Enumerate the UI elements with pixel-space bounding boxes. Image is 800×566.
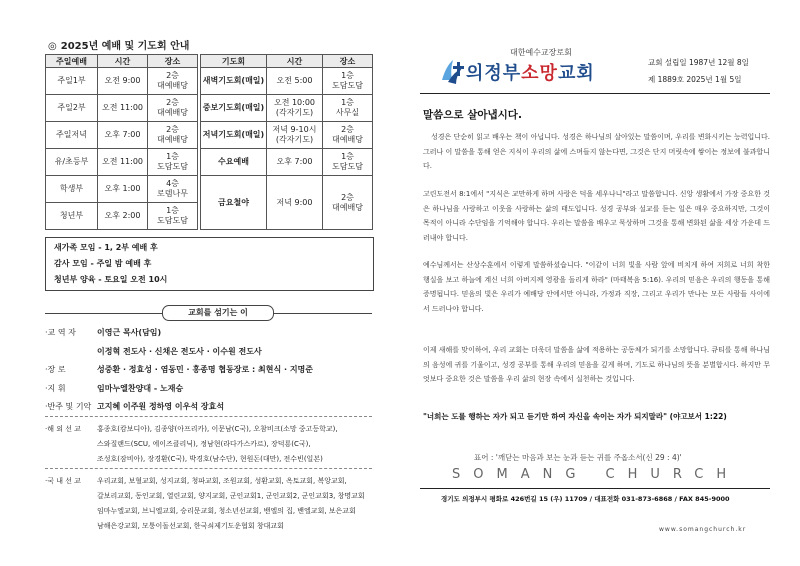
domestic-mission-line: 임마누엘교회, 브니엘교회, 승리문교회, 청소년선교회, 밴엘의 집, 밴엘교회, 보은교회 — [97, 507, 356, 515]
footer-divider — [420, 488, 770, 489]
church-name: 의정부소망교회 — [466, 63, 595, 84]
prayer-time: 오전 5:00 — [267, 68, 323, 95]
church-english-name: SOMANG CHURCH — [452, 467, 740, 482]
prayer-time: 오전 10:00 (각자기도) — [267, 95, 323, 122]
worship-title-text: 2025년 예배 및 기도회 안내 — [60, 41, 190, 52]
notice-thanks: 감사 모임 - 주일 밤 예배 후 — [54, 259, 152, 268]
service-time: 오후 1:00 — [98, 176, 148, 203]
prayer-name: 수요예배 — [201, 149, 267, 176]
service-time: 오전 9:00 — [98, 68, 148, 95]
scripture-quote: "너희는 도를 행하는 자가 되고 듣기만 하여 자신을 속이는 자가 되지말라" (야고보서 1:22) — [423, 412, 727, 421]
staff-title: 교회를 섬기는 이 — [162, 305, 274, 321]
divider — [45, 468, 372, 469]
church-website: www.somangchurch.kr — [659, 526, 747, 533]
church-address: 경기도 의정부시 평화로 426번길 15 (우) 11709 / 대표전화 031-873-6868 / FAX 845-9000 — [441, 495, 730, 503]
service-name: 주일저녁 — [46, 122, 98, 149]
staff-row-pastor: ·교 역 자 이영근 목사(담임) — [45, 328, 162, 337]
service-name: 유/초등부 — [46, 149, 98, 176]
domestic-mission-line: ·국 내 선 교 우리교회, 보혈교회, 성지교회, 청파교회, 조원교회, 성환교회, 옥토교회, 복앙교회, — [45, 477, 347, 485]
service-name: 학생부 — [46, 176, 98, 203]
domestic-mission-line: 갈보리교회, 동인교회, 열린교회, 양지교회, 군인교회1, 군인교회2, 군인교회3, 창명교회 — [97, 492, 365, 500]
service-name: 청년부 — [46, 203, 98, 230]
worship-schedule-table — [45, 54, 373, 230]
church-motto: 표어 : '깨닫는 마음과 보는 눈과 듣는 귀를 주옵소서(신 29 : 4)' — [474, 453, 682, 462]
denomination-name: 대한예수교장로회 — [510, 48, 572, 57]
header-cell: 장소 — [323, 55, 373, 68]
service-time: 오후 7:00 — [98, 122, 148, 149]
prayer-name: 금요철야 — [201, 176, 267, 230]
sermon-paragraph: 고린도전서 8:1에서 "지식은 교만하게 하며 사랑은 덕을 세우나니"라고 말씀합니다. 신앙 생활에서 가장 중요한 것은 하나님을 사랑하고 이웃을 사랑하는 삶의 태도입니다. 성경 공부와 설교를 듣는 일은 매우 중요하지만, 그것이 목적이 아니라 수단임을 기억해야 합니다. 우리는 말씀을 배우고 묵상하며 그것을 통해 변화된 삶을 세상 가운데 드러내야 합니다. — [423, 190, 770, 242]
bullseye-icon: ◎ — [48, 41, 57, 52]
overseas-mission-line: ·해 외 선 교 홍종호(캄보디아), 김종양(아프리카), 이문남(C국), 오참비크(소망 중고등학교), — [45, 425, 338, 433]
table-row — [46, 149, 373, 176]
overseas-mission-line: 스와질랜드(SCU, 에이즈클리닉), 정남현(라다가스카르), 장덕룡(C국), — [97, 440, 311, 448]
header-cell: 시간 — [267, 55, 323, 68]
issue-info: 제 1889호 2025년 1월 5일 — [648, 75, 742, 84]
staff-row-conductor: ·지 휘 임마누엘찬양대 - 노재승 — [45, 384, 184, 393]
sermon-paragraph: 이제 새해를 맞이하여, 우리 교회는 더욱더 말씀을 삶에 적용하는 공동체가 되기를 소망합니다. 큐티를 통해 하나님의 음성에 귀를 기울이고, 성경 공부를 통해 우리의 믿음을 깊게 하며, 기도로 하나님의 뜻을 분별합시다. 하지만 무엇보다 중요한 것은 말씀을 우리 삶의 현장 속에서 실천하는 것입니다. — [423, 346, 770, 383]
prayer-time: 저녁 9:00 — [267, 176, 323, 230]
worship-section-title — [48, 37, 189, 52]
prayer-name: 중보기도회(매일) — [201, 95, 267, 122]
table-row — [46, 176, 373, 203]
header-cell: 기도회 — [201, 55, 267, 68]
prayer-place: 1층 도담도담 — [323, 68, 373, 95]
table-row — [46, 68, 373, 95]
prayer-name: 새벽기도회(매일) — [201, 68, 267, 95]
staff-row-ministers: 이정혁 전도사 · 신채은 전도사 · 이수원 전도사 — [97, 347, 262, 356]
header-cell: 시간 — [98, 55, 148, 68]
header-cell: 주일예배 — [46, 55, 98, 68]
prayer-time: 저녁 9-10시 (각자기도) — [267, 122, 323, 149]
service-place: 1층 도담도담 — [148, 203, 198, 230]
prayer-place: 2층 대예배당 — [323, 176, 373, 230]
service-place: 2층 대예배당 — [148, 122, 198, 149]
header-divider — [420, 93, 770, 94]
sermon-paragraph: 예수님께서는 산상수훈에서 이렇게 말씀하셨습니다. "이같이 너희 빛을 사람 앞에 비치게 하여 저희로 너희 착한 행실을 보고 하늘에 계신 너희 아버지께 영광을 돌리게 하라" (마태복음 5:16). 우리의 믿음은 우리의 행동을 통해 증명됩니다. 믿음의 빛은 우리가 예배당 안에서만 아니라, 가정과 직장, 그리고 우리가 만나는 모든 사람들 사이에서 드러나야 합니다. — [423, 261, 770, 313]
founding-date: 교회 설립일 1987년 12월 8일 — [648, 58, 749, 67]
service-time: 오후 2:00 — [98, 203, 148, 230]
service-place: 1층 도담도담 — [148, 149, 198, 176]
notice-box — [45, 237, 374, 291]
table-row — [46, 95, 373, 122]
service-time: 오전 11:00 — [98, 149, 148, 176]
notice-newcomer: 새가족 모임 - 1, 2부 예배 후 — [54, 243, 158, 252]
service-name: 주일1부 — [46, 68, 98, 95]
staff-row-elders: ·장 로 성중환 · 정효성 · 염동민 · 홍종명 협동장로 : 최현식 · 지명준 — [45, 365, 314, 374]
service-time: 오전 11:00 — [98, 95, 148, 122]
service-place: 4층 로뎀나무 — [148, 176, 198, 203]
prayer-name: 저녁기도회(매일) — [201, 122, 267, 149]
staff-row-accompanist: ·반주 및 기악 고지혜 이주원 정하영 이우석 장효석 — [45, 402, 225, 411]
domestic-mission-line: 남해은강교회, 모퉁이돌선교회, 한국쇠제기도운협회 창대교회 — [97, 522, 284, 530]
prayer-place: 2층 대예배당 — [323, 122, 373, 149]
sermon-paragraph: 성경은 단순히 읽고 배우는 책이 아닙니다. 성경은 하나님의 살아있는 말씀이며, 우리를 변화시키는 능력입니다. 그러나 이 말씀을 통해 얻은 지식이 우리의 삶에 스며들지 않는다면, 그것은 단지 머릿속에 쌓이는 정보에 불과합니다. — [423, 133, 770, 170]
service-place: 2층 대예배당 — [148, 95, 198, 122]
header-cell: 장소 — [148, 55, 198, 68]
divider — [45, 416, 372, 417]
prayer-place: 1층 도담도담 — [323, 149, 373, 176]
service-place: 2층 대예배당 — [148, 68, 198, 95]
overseas-mission-line: 조성호(잠비아), 장경환(C국), 박경호(남수단), 현원돈(대만), 전수빈(일본) — [97, 455, 323, 463]
sermon-title: 말씀으로 살아냅시다. — [423, 109, 522, 121]
church-logo-icon — [440, 58, 466, 86]
prayer-place: 1층 사무실 — [323, 95, 373, 122]
service-name: 주일2부 — [46, 95, 98, 122]
table-row — [46, 122, 373, 149]
notice-youth: 청년부 양육 - 토요일 오전 10시 — [54, 275, 168, 284]
table-header-row — [46, 55, 373, 68]
prayer-time: 오후 7:00 — [267, 149, 323, 176]
